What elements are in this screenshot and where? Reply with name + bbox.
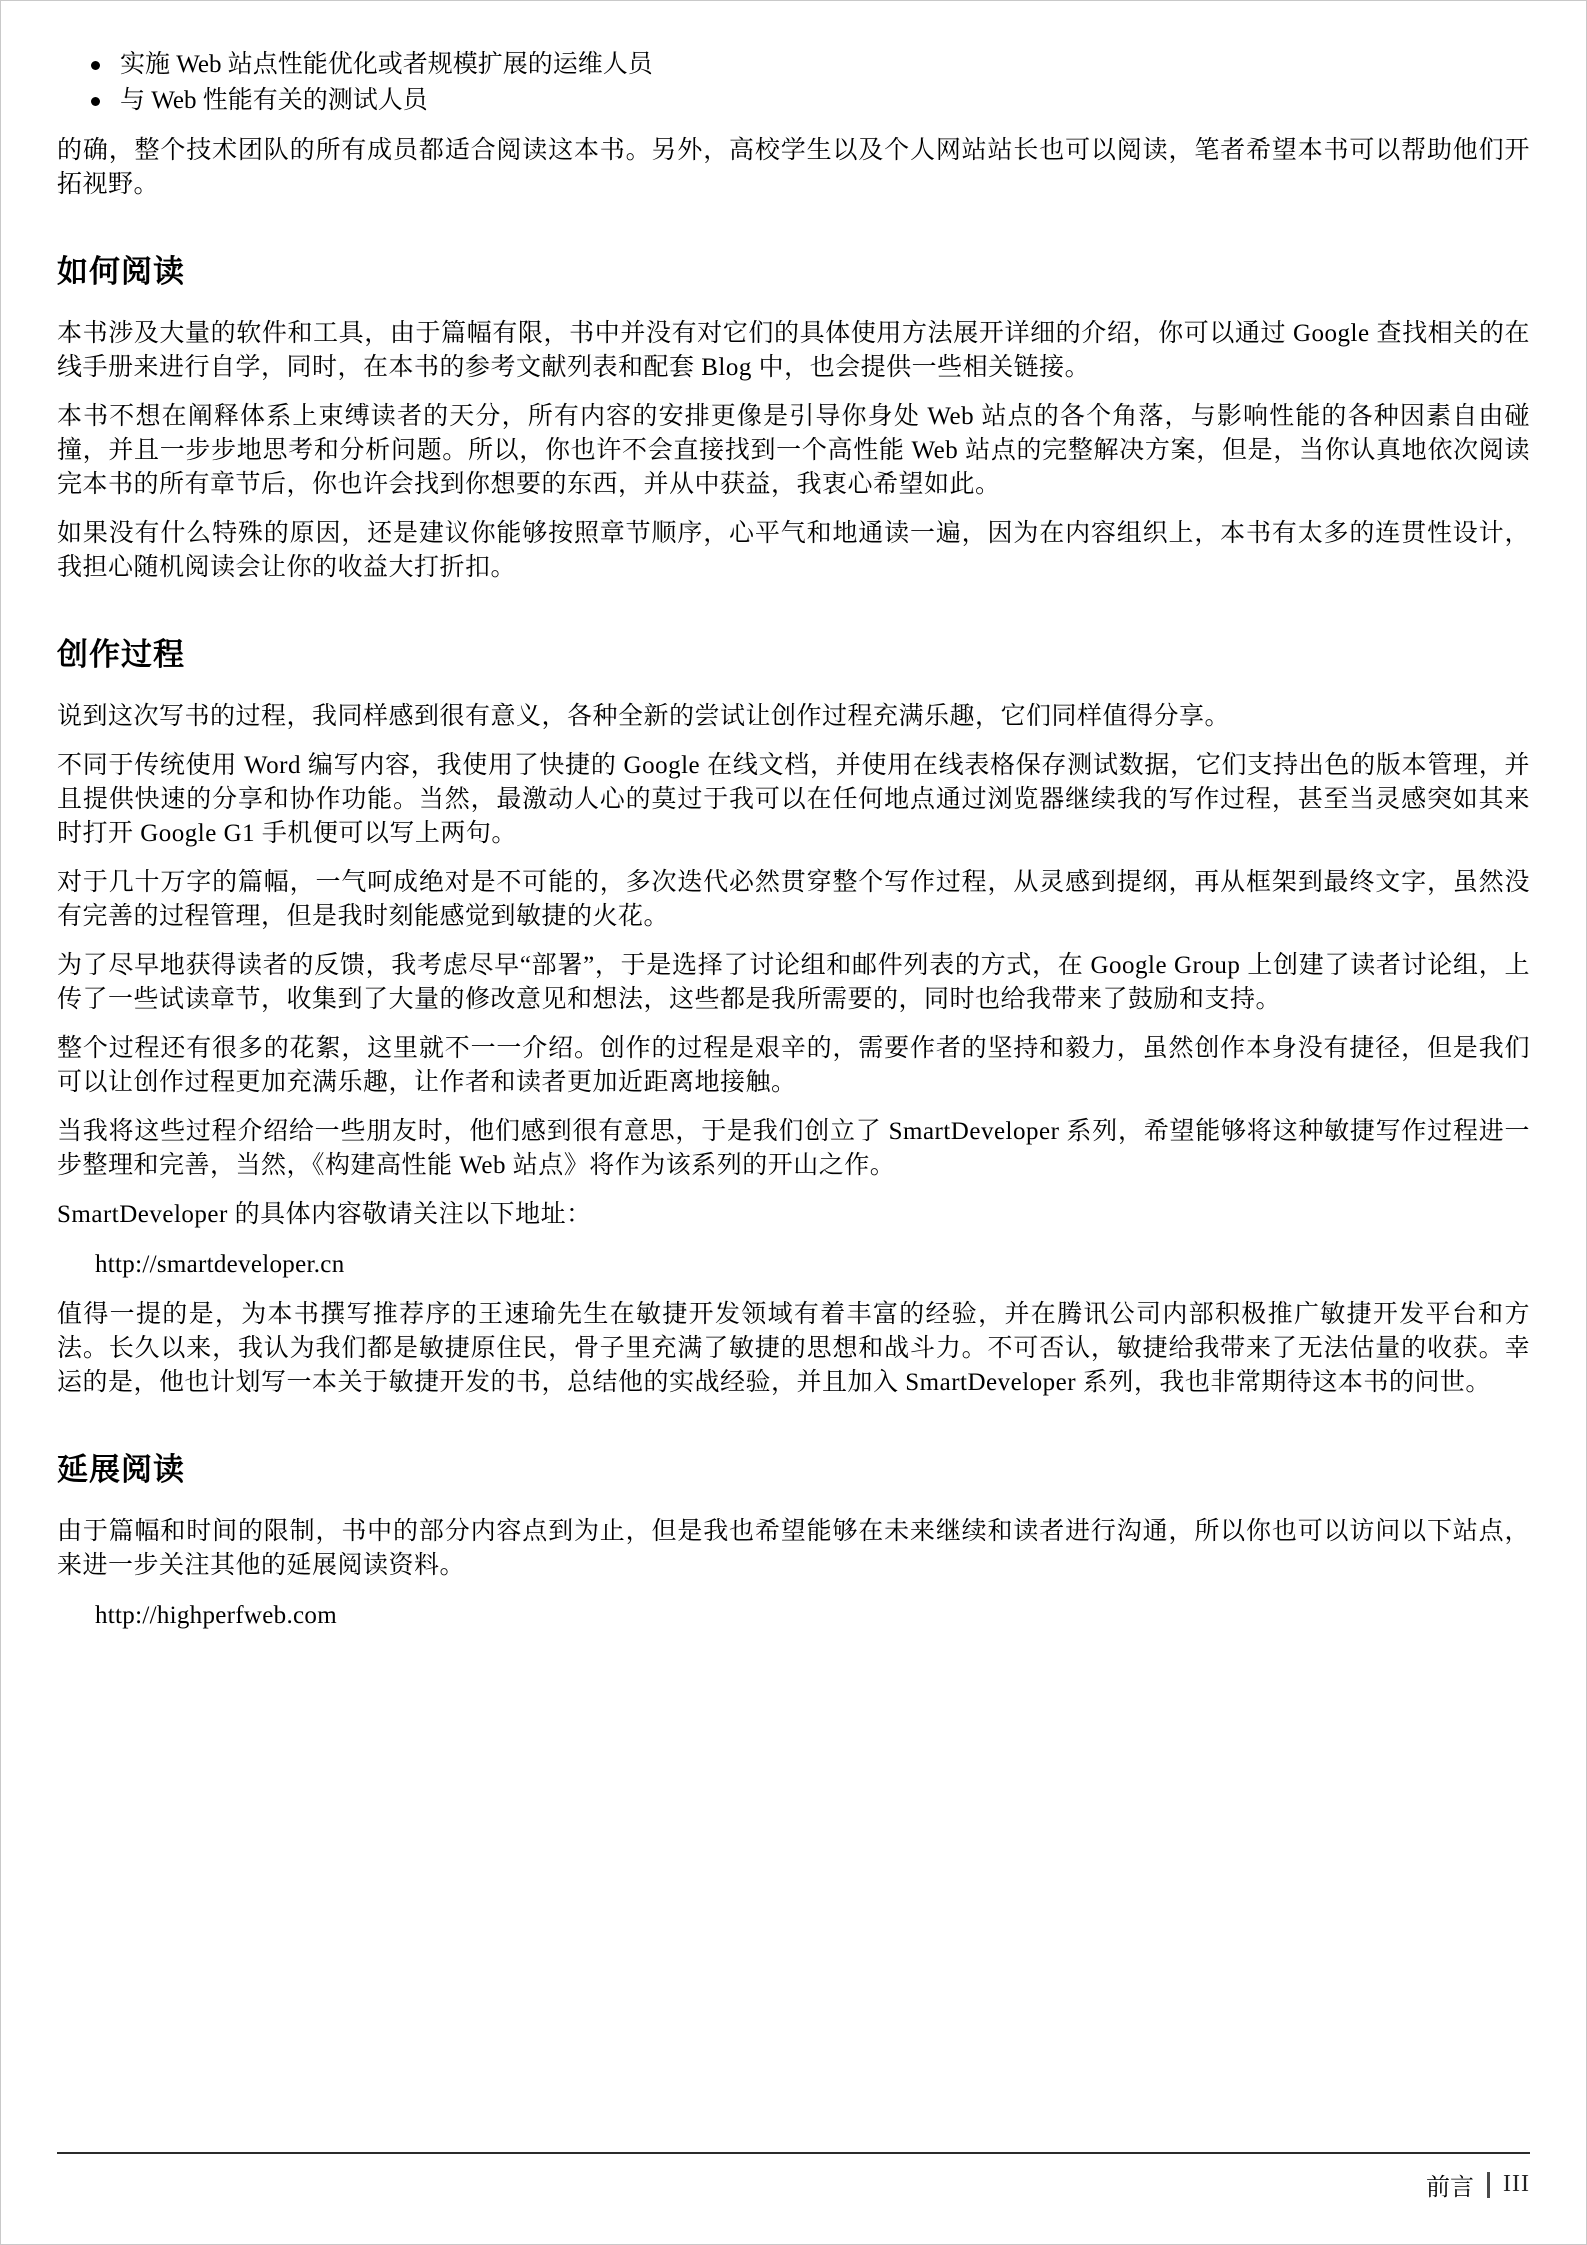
list-item xyxy=(57,83,1530,119)
paragraph: SmartDeveloper 的具体内容敬请关注以下地址： xyxy=(57,1201,592,1228)
intro-paragraph: 的确，整个技术团队的所有成员都适合阅读这本书。另外，高校学生以及个人网站站长也可以阅读，笔者希望本书可以帮助他们开拓视野。 xyxy=(57,137,1530,198)
section-heading-how-to-read: 如何阅读 xyxy=(57,254,185,289)
paragraph: 对于几十万字的篇幅，一气呵成绝对是不可能的，多次迭代必然贯穿整个写作过程，从灵感到提纲，再从框架到最终文字，虽然没有完善的过程管理，但是我时刻能感觉到敏捷的火花。 xyxy=(57,869,1530,930)
paragraph: 整个过程还有很多的花絮，这里就不一一介绍。创作的过程是艰辛的，需要作者的坚持和毅力，虽然创作本身没有捷径，但是我们可以让创作过程更加充满乐趣，让作者和读者更加近距离地接触。 xyxy=(57,1035,1530,1096)
paragraph: 说到这次写书的过程，我同样感到很有意义，各种全新的尝试让创作过程充满乐趣，它们同样值得分享。 xyxy=(57,703,1231,730)
paragraph: 当我将这些过程介绍给一些朋友时，他们感到很有意思，于是我们创立了 SmartDeveloper 系列，希望能够将这种敏捷写作过程进一步整理和完善，当然，《构建高性能 Web 站点》将作为该系列的开山之作。 xyxy=(57,1118,1530,1179)
paragraph: 由于篇幅和时间的限制，书中的部分内容点到为止，但是我也希望能够在未来继续和读者进行沟通，所以你也可以访问以下站点，来进一步关注其他的延展阅读资料。 xyxy=(57,1518,1530,1579)
bullet-icon xyxy=(91,61,100,70)
paragraph: 为了尽早地获得读者的反馈，我考虑尽早“部署”，于是选择了讨论组和邮件列表的方式，在 Google Group 上创建了读者讨论组，上传了一些试读章节，收集到了大量的修改意见和想法，这些都是我所需要的，同时也给我带来了鼓励和支持。 xyxy=(57,952,1530,1013)
link-url-highperfweb[interactable]: http://highperfweb.com xyxy=(95,1602,337,1629)
section-heading-creation-process: 创作过程 xyxy=(57,637,185,672)
page-footer xyxy=(57,2152,1530,2202)
footer-section-label: 前言 xyxy=(1426,2174,1475,2201)
footer-page-number: III xyxy=(1503,2171,1530,2197)
footer-separator xyxy=(1487,2172,1490,2198)
bullet-text: 实施 Web 站点性能优化或者规模扩展的运维人员 xyxy=(120,51,653,78)
paragraph: 如果没有什么特殊的原因，还是建议你能够按照章节顺序，心平气和地通读一遍，因为在内容组织上，本书有太多的连贯性设计，我担心随机阅读会让你的收益大打折扣。 xyxy=(57,520,1530,581)
list-item xyxy=(57,47,1530,83)
paragraph: 值得一提的是，为本书撰写推荐序的王速瑜先生在敏捷开发领域有着丰富的经验，并在腾讯公司内部积极推广敏捷开发平台和方法。长久以来，我认为我们都是敏捷原住民，骨子里充满了敏捷的思想和战斗力。不可否认，敏捷给我带来了无法估量的收获。幸运的是，他也计划写一本关于敏捷开发的书，总结他的实战经验，并且加入 SmartDeveloper 系列，我也非常期待这本书的问世。 xyxy=(57,1301,1530,1396)
paragraph: 本书涉及大量的软件和工具，由于篇幅有限，书中并没有对它们的具体使用方法展开详细的介绍，你可以通过 Google 查找相关的在线手册来进行自学，同时，在本书的参考文献列表和配套 Blog 中，也会提供一些相关链接。 xyxy=(57,320,1530,381)
section-heading-extended-reading: 延展阅读 xyxy=(57,1452,185,1487)
paragraph: 不同于传统使用 Word 编写内容，我使用了快捷的 Google 在线文档，并使用在线表格保存测试数据，它们支持出色的版本管理，并且提供快速的分享和协作功能。当然，最激动人心的莫过于我可以在任何地点通过浏览器继续我的写作过程，甚至当灵感突如其来时打开 Google G1 手机便可以写上两句。 xyxy=(57,752,1530,847)
bullet-icon xyxy=(91,97,100,106)
bullet-text: 与 Web 性能有关的测试人员 xyxy=(120,87,428,114)
paragraph: 本书不想在阐释体系上束缚读者的天分，所有内容的安排更像是引导你身处 Web 站点的各个角落，与影响性能的各种因素自由碰撞，并且一步步地思考和分析问题。所以，你也许不会直接找到一个高性能 Web 站点的完整解决方案，但是，当你认真地依次阅读完本书的所有章节后，你也许会找到你想要的东西，并从中获益，我衷心希望如此。 xyxy=(57,403,1530,498)
audience-bullet-list xyxy=(57,47,1530,119)
footer-text xyxy=(57,2154,1530,2202)
link-url-smartdeveloper[interactable]: http://smartdeveloper.cn xyxy=(95,1251,345,1278)
